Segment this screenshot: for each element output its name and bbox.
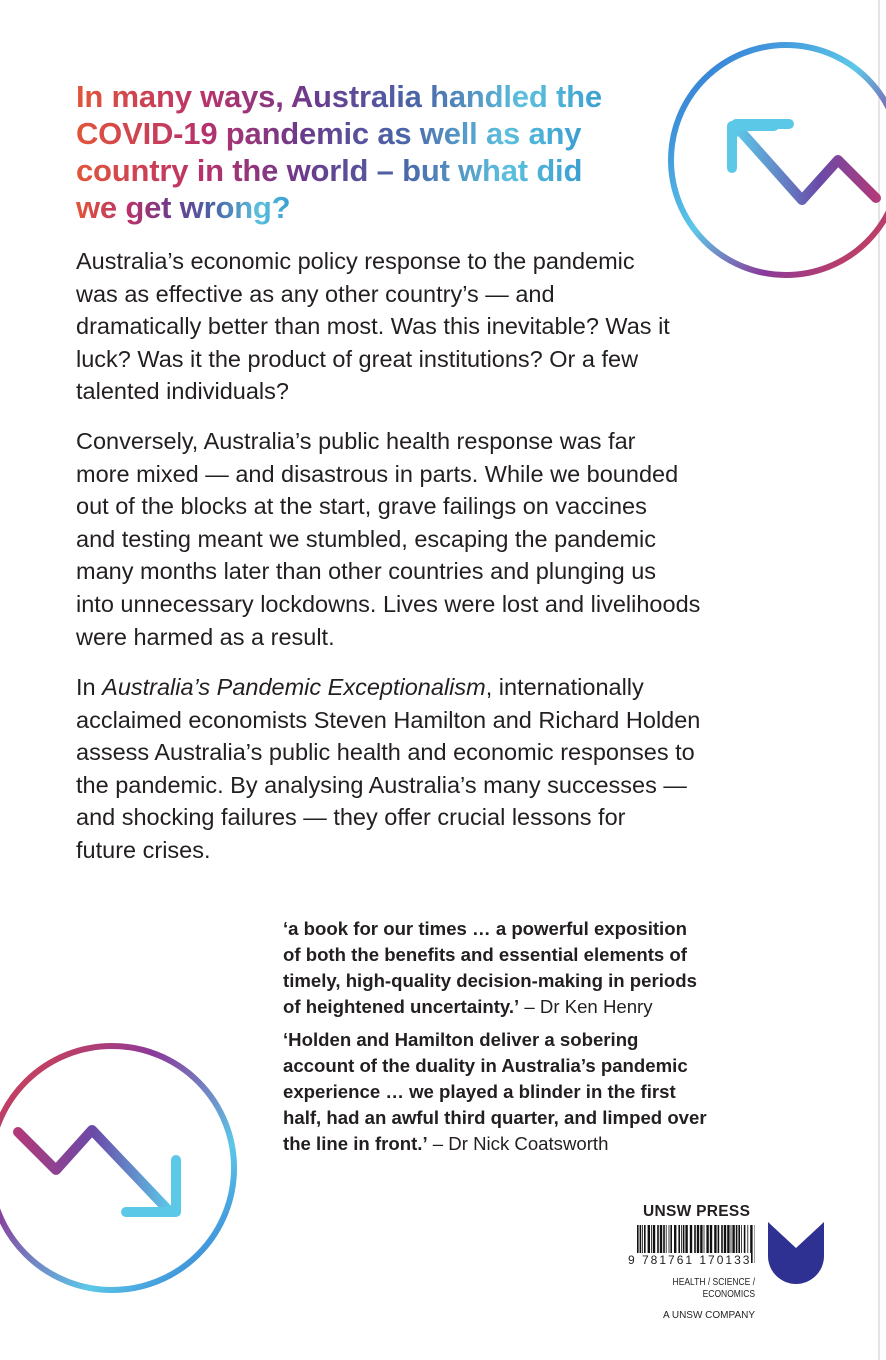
category-line: ECONOMICS (702, 1289, 755, 1300)
text-line: dramatically better than most. Was this inevitable? Was it (76, 313, 670, 340)
trend-up-logo (662, 38, 886, 283)
text-line: Australia’s economic policy response to the pandemic (76, 248, 635, 274)
quote-line: ‘a book for our times … a powerful exposition (283, 918, 687, 939)
text-line: the pandemic. By analysing Australia’s many successes — (76, 771, 687, 798)
paragraph-health (76, 425, 700, 653)
unsw-press-logo (768, 1222, 824, 1284)
quote-line: ‘Holden and Hamilton deliver a sobering (283, 1029, 639, 1050)
trend-down-logo (0, 1040, 245, 1300)
text-line: into unnecessary lockdowns. Lives were lost and livelihoods (76, 590, 701, 617)
category-line: HEALTH / SCIENCE / (672, 1277, 755, 1288)
headline-line: COVID-19 pandemic as well as any (76, 116, 582, 151)
text: In (76, 674, 103, 700)
headline-line: In many ways, Australia handled the (76, 79, 602, 114)
text-line: many months later than other countries and plunging us (76, 558, 657, 585)
isbn: 9 781761 170133 (628, 1253, 752, 1267)
paragraph-economic (76, 245, 670, 408)
text-line: luck? Was it the product of great institutions? Or a few (76, 345, 639, 372)
quote-line: timely, high-quality decision-making in periods (283, 970, 697, 991)
quote-line: of both the benefits and essential elements of (283, 944, 687, 965)
publisher-name: UNSW PRESS (643, 1203, 751, 1220)
quote-line: the line in front.’ (283, 1133, 428, 1154)
paragraph-book (76, 671, 700, 867)
book-title: Australia’s Pandemic Exceptionalism (102, 674, 486, 700)
text-line: were harmed as a result. (76, 623, 335, 650)
text-line: and testing meant we stumbled, escaping the pandemic (76, 525, 657, 552)
quote-line: half, had an awful third quarter, and limped over (283, 1107, 707, 1128)
publisher-company: A UNSW COMPANY (662, 1310, 755, 1321)
category (672, 1277, 755, 1301)
text: , internationally (485, 674, 644, 700)
text-line: more mixed — and disastrous in parts. While we bounded (76, 460, 679, 487)
quote-coatsworth (283, 1027, 707, 1157)
text-line: was as effective as any other country’s — and (76, 280, 555, 307)
quote-line: account of the duality in Australia’s pandemic (283, 1055, 688, 1076)
quote-line: experience … we played a blinder in the first (283, 1081, 676, 1102)
quote-henry (283, 916, 697, 1020)
text-line: future crises. (76, 836, 211, 863)
quote-author: – Dr Ken Henry (519, 996, 653, 1017)
text-line: acclaimed economists Steven Hamilton and Richard Holden (76, 706, 701, 733)
text-line: out of the blocks at the start, grave failings on vaccines (76, 493, 647, 520)
text-line: and shocking failures — they offer crucial lessons for (76, 804, 626, 831)
text-line: Conversely, Australia’s public health response was far (76, 428, 636, 454)
quote-line: of heightened uncertainty.’ (283, 996, 520, 1017)
headline-line: we get wrong? (76, 190, 291, 225)
text-line: assess Australia’s public health and economic responses to (76, 739, 695, 766)
headline (76, 78, 602, 226)
text-line: talented individuals? (76, 378, 289, 405)
headline-line: country in the world – but what did (76, 153, 583, 188)
quote-author: – Dr Nick Coatsworth (427, 1133, 609, 1154)
